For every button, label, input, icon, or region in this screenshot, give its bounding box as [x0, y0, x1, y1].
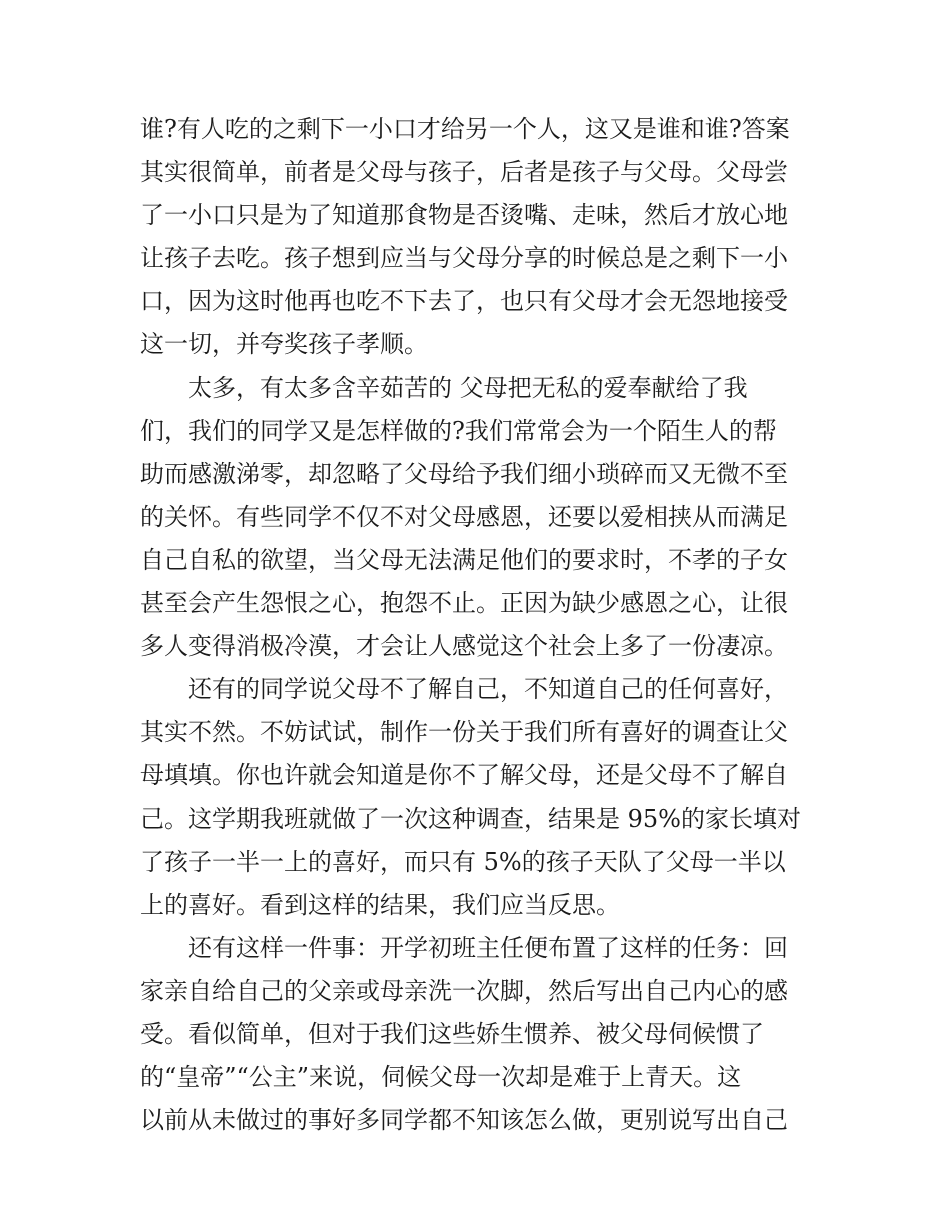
text-line: 自己自私的欲望，当父母无法满足他们的要求时，不孝的子女 [140, 545, 788, 574]
text-line: 谁?有人吃的之剩下一小口才给另一个人，这又是谁和谁?答案 [140, 115, 790, 143]
text-line: 了孩子一半一上的喜好，而只有 5%的孩子天队了父母一半以 [140, 847, 786, 876]
text-line: 还有的同学说父母不了解自己，不知道自己的任何喜好， [188, 675, 788, 704]
text-line: 让孩子去吃。孩子想到应当与父母分享的时候总是之剩下一小 [140, 244, 788, 273]
text-line: 以前从未做过的事好多同学都不知该怎么做，更别说写出自己 [140, 1106, 788, 1135]
text-line: 母填填。你也许就会知道是你不了解父母，还是父母不了解自 [140, 761, 788, 790]
text-line: 还有这样一件事：开学初班主任便布置了这样的任务：回 [188, 933, 788, 962]
text-line: 们，我们的同学又是怎样做的?我们常常会为一个陌生人的帮 [140, 416, 777, 445]
text-line: 上的喜好。看到这样的结果，我们应当反思。 [140, 890, 620, 919]
body-text [140, 108, 820, 1142]
text-line: 口，因为这时他再也吃不下去了，也只有父母才会无怨地接受 [140, 287, 788, 316]
text-line: 家亲自给自己的父亲或母亲洗一次脚，然后写出自己内心的感 [140, 976, 788, 1005]
text-line: 的“皇帝”“公主”来说，伺候父母一次却是难于上青天。这 [140, 1063, 742, 1092]
text-line: 己。这学期我班就做了一次这种调查，结果是 95%的家长填对 [140, 804, 801, 833]
text-line: 其实不然。不妨试试，制作一份关于我们所有喜好的调查让父 [140, 718, 788, 747]
text-line: 这一切，并夸奖孩子孝顺。 [140, 330, 428, 359]
text-line: 甚至会产生怨恨之心，抱怨不止。正因为缺少感恩之心，让很 [140, 589, 788, 618]
text-line: 太多，有太多含辛茹苦的 父母把无私的爱奉献给了我 [188, 373, 748, 402]
text-line: 受。看似简单，但对于我们这些娇生惯养、被父母伺候惯了 [140, 1019, 764, 1048]
text-line: 助而感激涕零，却忽略了父母给予我们细小琐碎而又无微不至 [140, 459, 788, 488]
text-line: 其实很简单，前者是父母与孩子，后者是孩子与父母。父母尝 [140, 158, 788, 187]
text-line: 的关怀。有些同学不仅不对父母感恩，还要以爱相挟从而满足 [140, 502, 788, 531]
text-line: 了一小口只是为了知道那食物是否烫嘴、走味，然后才放心地 [140, 201, 788, 230]
text-line: 多人变得消极冷漠，才会让人感觉这个社会上多了一份凄凉。 [140, 632, 788, 661]
